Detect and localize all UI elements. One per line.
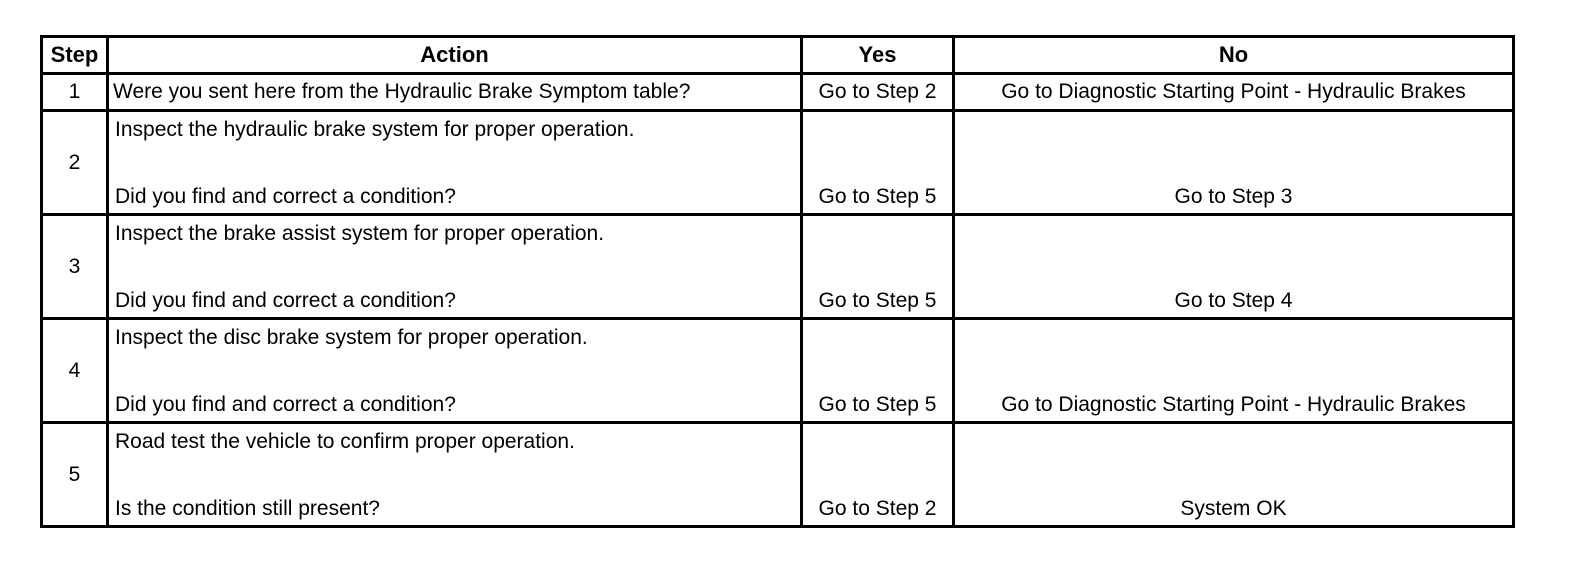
action-instruction: Inspect the hydraulic brake system for proper operation. <box>115 118 635 141</box>
step-number: 4 <box>42 319 108 423</box>
no-outcome: Go to Step 4 <box>1174 289 1293 312</box>
action-cell <box>108 215 802 319</box>
yes-cell <box>802 319 954 423</box>
action-text: Were you sent here from the Hydraulic Brake Symptom table? <box>108 74 802 111</box>
step-number: 3 <box>42 215 108 319</box>
table-row <box>42 319 1514 423</box>
yes-cell <box>802 111 954 215</box>
action-question: Is the condition still present? <box>115 497 380 520</box>
no-cell <box>954 319 1514 423</box>
step-number: 2 <box>42 111 108 215</box>
action-instruction: Inspect the brake assist system for proper operation. <box>115 222 605 245</box>
no-outcome: System OK <box>1180 497 1287 520</box>
yes-outcome: Go to Step 2 <box>818 497 937 520</box>
table-row <box>42 111 1514 215</box>
no-cell <box>954 111 1514 215</box>
header-row <box>42 37 1514 74</box>
action-cell <box>108 423 802 527</box>
yes-cell <box>802 215 954 319</box>
no-cell <box>954 215 1514 319</box>
yes-outcome: Go to Step 5 <box>818 393 937 416</box>
header-yes: Yes <box>802 37 954 74</box>
action-question: Did you find and correct a condition? <box>115 289 456 312</box>
no-cell <box>954 423 1514 527</box>
action-cell <box>108 319 802 423</box>
yes-outcome: Go to Step 5 <box>818 289 937 312</box>
yes-outcome: Go to Step 5 <box>818 185 937 208</box>
action-question: Did you find and correct a condition? <box>115 185 456 208</box>
no-outcome: Go to Step 3 <box>1174 185 1293 208</box>
step-number: 5 <box>42 423 108 527</box>
table-row <box>42 215 1514 319</box>
header-action: Action <box>108 37 802 74</box>
header-no: No <box>954 37 1514 74</box>
yes-cell <box>802 423 954 527</box>
no-outcome: Go to Diagnostic Starting Point - Hydraulic Brakes <box>1001 393 1466 416</box>
action-instruction: Road test the vehicle to confirm proper operation. <box>115 430 575 453</box>
table-row <box>42 423 1514 527</box>
action-cell <box>108 111 802 215</box>
table-row <box>42 74 1514 111</box>
diagnostic-table <box>40 35 1515 528</box>
action-question: Did you find and correct a condition? <box>115 393 456 416</box>
step-number: 1 <box>42 74 108 111</box>
header-step: Step <box>42 37 108 74</box>
yes-outcome: Go to Step 2 <box>802 74 954 111</box>
action-instruction: Inspect the disc brake system for proper operation. <box>115 326 588 349</box>
no-outcome: Go to Diagnostic Starting Point - Hydraulic Brakes <box>954 74 1514 111</box>
